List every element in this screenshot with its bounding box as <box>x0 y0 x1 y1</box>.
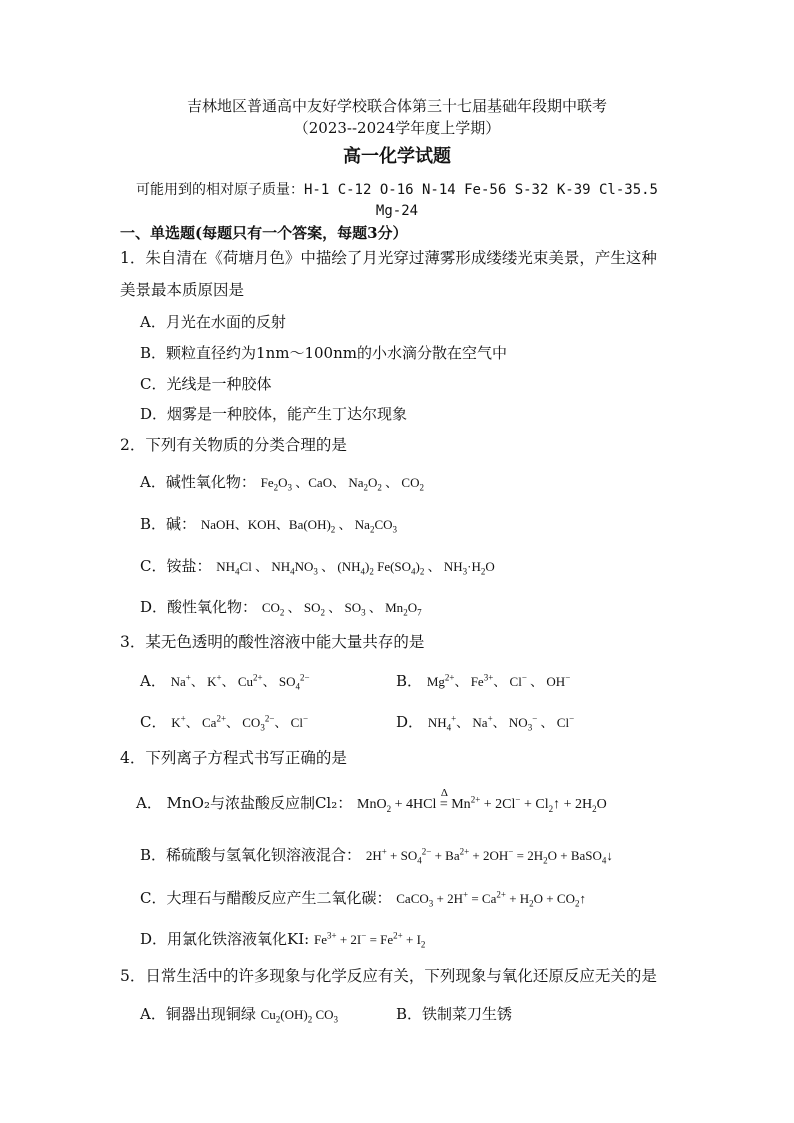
exam-header-line1: 吉林地区普通高中友好学校联合体第三十七届基础年段期中联考 <box>186 97 607 115</box>
q2-option-b <box>140 514 397 535</box>
q5-option-b: B．铁制菜刀生锈 <box>396 1005 513 1023</box>
q3-option-d-ions: $NH_4^+$、 Na+、 $NO_3^-$ 、 Cl− <box>427 713 575 733</box>
q4-option-b-label: B．稀硫酸与氢氧化钡溶液混合： <box>140 846 362 864</box>
q2-option-c-formulas: $NH_4Cl$ 、 $NH_4NO_3$ 、 $(NH_4)_2$ $Fe(SO_4)_2$ 、 $NH_3\cdot H_2O$ <box>216 559 495 577</box>
q3-option-c-label: C． <box>140 713 167 731</box>
q1-option-d: D．烟雾是一种胶体，能产生丁达尔现象 <box>140 405 408 423</box>
q2-option-b-label: B．碱： <box>140 515 197 533</box>
q3-stem: 3．某无色透明的酸性溶液中能大量共存的是 <box>120 633 425 651</box>
q5-option-a <box>140 1004 338 1025</box>
q1-option-c: C．光线是一种胶体 <box>140 375 272 393</box>
q5-option-a-formula: $Cu_2(OH)_2$ $CO_3$ <box>260 1007 339 1025</box>
q3-option-b-ions: $Mg^{2+}$、 $Fe^{3+}$、 Cl− 、 OH− <box>426 672 571 689</box>
q4-stem: 4．下列离子方程式书写正确的是 <box>120 749 347 767</box>
q3-option-c-ions: K+、 $Ca^{2+}$、 $CO_3^{2-}$、 Cl− <box>171 713 309 733</box>
q2-option-a-formulas: $Fe_2O_3$ 、CaO、 $Na_2O_2$ 、 $CO_2$ <box>260 475 424 493</box>
q4-option-a-text: MnO₂与浓盐酸反应制Cl₂： <box>166 794 353 812</box>
q4-option-c <box>140 888 586 909</box>
q4-option-d-equation: $Fe^{3+} + 2I^- = Fe^{2+} + I_2$ <box>314 930 426 950</box>
q1-stem-cont: 美景最本质原因是 <box>120 281 245 299</box>
q1-option-b: B．颗粒直径约为1nm～100nm的小水滴分散在空气中 <box>140 344 507 362</box>
q4-option-a-label: A． <box>136 794 162 812</box>
q4-option-d <box>140 929 425 950</box>
q4-option-b-equation: $2H^+ + SO_4^{2-} + Ba^{2+} + 2OH^- = 2H_2O$ + BaSO$_4$↓ <box>365 846 613 866</box>
q3-option-a-label: A． <box>140 672 166 690</box>
q2-option-b-formulas: NaOH、KOH、$Ba(OH)_2$ 、 $Na_2CO_3$ <box>200 517 398 535</box>
q3-option-a <box>140 671 310 692</box>
q4-option-a-equation: MnO$_2$ + 4HCl Δ = $Mn^{2+} + 2Cl^-$ + $Cl_2↑ + 2H_2O$ <box>357 787 607 814</box>
atomic-masses: 可能用到的相对原子质量：H-1 C-12 O-16 N-14 Fe-56 S-32 K-39 Cl-35.5 <box>135 182 658 198</box>
q4-option-c-label: C．大理石与醋酸反应产生二氧化碳： <box>140 889 392 907</box>
atomic-masses-cont: Mg-24 <box>375 203 419 219</box>
q4-option-c-equation: CaCO$_3$ + $2H^+ = Ca^{2+} + H_2O$ + $CO_2↑$ <box>396 889 586 909</box>
q1-stem: 1．朱自清在《荷塘月色》中描绘了月光穿过薄雾形成缕缕光束美景，产生这种 <box>120 249 657 267</box>
q3-option-c <box>140 712 308 733</box>
q5-stem: 5．日常生活中的许多现象与化学反应有关，下列现象与氧化还原反应无关的是 <box>120 967 657 985</box>
q2-option-c-label: C．铵盐： <box>140 557 212 575</box>
q5-option-a-label: A．铜器出现铜绿 <box>140 1005 256 1023</box>
q4-option-d-label: D．用氯化铁溶液氧化KI: <box>140 930 310 948</box>
q2-option-a <box>140 472 424 493</box>
q3-option-d <box>396 712 574 733</box>
q2-option-c <box>140 556 495 577</box>
q3-option-a-ions: Na+、 K+、 $Cu^{2+}$、 $SO_4^{2-}$ <box>170 672 310 692</box>
q3-option-b-label: B． <box>396 672 423 690</box>
exam-header-line2: （2023--2024学年度上学期） <box>293 119 501 137</box>
q2-stem: 2．下列有关物质的分类合理的是 <box>120 436 347 454</box>
q3-option-d-label: D． <box>396 713 424 731</box>
q4-option-a <box>136 787 607 815</box>
q2-option-d-formulas: $CO_2$ 、 $SO_2$ 、 $SO_3$ 、 $Mn_2O_7$ <box>261 600 422 618</box>
section-title: 一、单选题(每题只有一个答案，每题3分） <box>120 224 408 242</box>
q2-option-d-label: D．酸性氧化物： <box>140 598 258 616</box>
q4-option-b <box>140 845 613 866</box>
q3-option-b <box>396 671 570 692</box>
page-title: 高一化学试题 <box>343 146 451 167</box>
q2-option-a-label: A．碱性氧化物： <box>140 473 256 491</box>
q1-option-a: A．月光在水面的反射 <box>140 313 286 331</box>
q2-option-d <box>140 597 422 618</box>
